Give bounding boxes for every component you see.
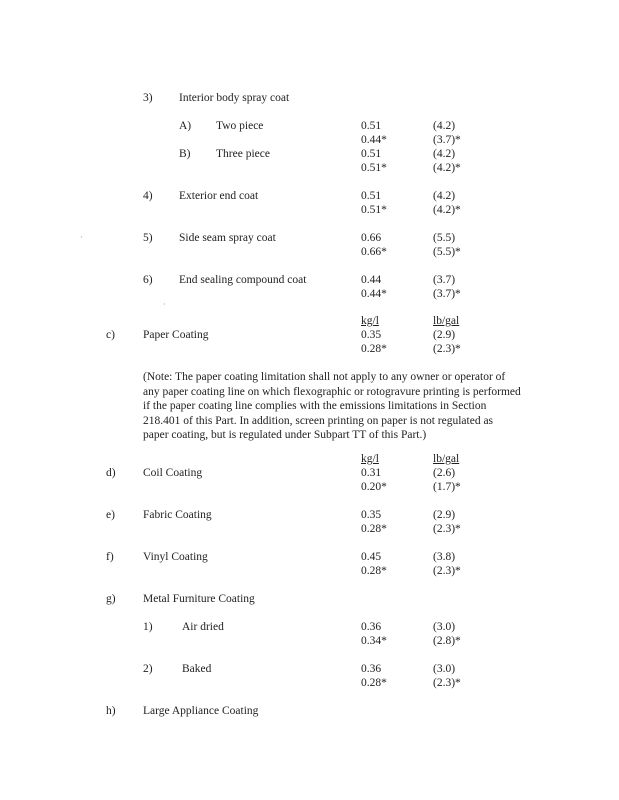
unit-header-kg: kg/l	[361, 315, 379, 327]
note-line: paper coating, but is regulated under Subpart TT of this Part.)	[143, 429, 427, 441]
note-line: (Note: The paper coating limitation shall not apply to any owner or operator of	[143, 371, 506, 383]
section-d-kg-value: 0.31	[361, 467, 382, 479]
paper-coating-note	[143, 370, 543, 443]
item-3A-kg-value: 0.51	[361, 120, 382, 132]
item-4-number: 4)	[143, 190, 153, 202]
section-f-label: Vinyl Coating	[143, 551, 208, 563]
section-g-1-number: 1)	[143, 621, 153, 633]
item-3B-label: Three piece	[216, 148, 270, 160]
section-g-1-kg-value: 0.36	[361, 621, 382, 633]
section-e-kg-value-star: 0.28*	[361, 523, 387, 535]
section-f-lb-value: (3.8)	[433, 551, 456, 563]
section-g-2-kg-value: 0.36	[361, 663, 382, 675]
section-g-1-lb-value: (3.0)	[433, 621, 456, 633]
section-f-letter: f)	[106, 551, 114, 563]
item-4-kg-value-star: 0.51*	[361, 204, 387, 216]
note-line: if the paper coating line complies with the emissions limitations in Section	[143, 400, 487, 412]
section-c-label: Paper Coating	[143, 329, 209, 341]
item-6-lb-value-star: (3.7)*	[433, 288, 461, 300]
item-6-kg-value-star: 0.44*	[361, 288, 387, 300]
item-4-label: Exterior end coat	[179, 190, 259, 202]
section-f-kg-value: 0.45	[361, 551, 382, 563]
item-3A-lb-value: (4.2)	[433, 120, 456, 132]
section-c-lb-value-star: (2.3)*	[433, 343, 461, 355]
section-g-2-label: Baked	[182, 663, 212, 675]
section-c-kg-value: 0.35	[361, 329, 382, 341]
item-5-number: 5)	[143, 232, 153, 244]
item-4-lb-value-star: (4.2)*	[433, 204, 461, 216]
item-3-number: 3)	[143, 92, 153, 104]
section-e-letter: e)	[106, 509, 115, 521]
section-c-lb-value: (2.9)	[433, 329, 456, 341]
section-h-label: Large Appliance Coating	[143, 705, 259, 717]
section-e-kg-value: 0.35	[361, 509, 382, 521]
item-5-lb-value: (5.5)	[433, 232, 456, 244]
item-4-lb-value: (4.2)	[433, 190, 456, 202]
section-g-2-lb-value-star: (2.3)*	[433, 677, 461, 689]
item-5-label: Side seam spray coat	[179, 232, 276, 244]
section-d-lb-value-star: (1.7)*	[433, 481, 461, 493]
item-3B-lb-value: (4.2)	[433, 148, 456, 160]
section-g-label: Metal Furniture Coating	[143, 593, 255, 605]
item-3A-letter: A)	[179, 120, 192, 132]
item-3A-lb-value-star: (3.7)*	[433, 134, 461, 146]
section-e-label: Fabric Coating	[143, 509, 212, 521]
section-g-1-lb-value-star: (2.8)*	[433, 635, 461, 647]
section-f-lb-value-star: (2.3)*	[433, 565, 461, 577]
section-g-2-lb-value: (3.0)	[433, 663, 456, 675]
section-g-2-kg-value-star: 0.28*	[361, 677, 387, 689]
section-h-letter: h)	[106, 705, 116, 717]
item-3-label: Interior body spray coat	[179, 92, 290, 104]
item-4-kg-value: 0.51	[361, 190, 382, 202]
section-e-lb-value-star: (2.3)*	[433, 523, 461, 535]
section-g-letter: g)	[106, 593, 116, 605]
section-d-lb-value: (2.6)	[433, 467, 456, 479]
item-5-kg-value: 0.66	[361, 232, 382, 244]
unit-header-lb: lb/gal	[433, 315, 460, 327]
unit-header-kg: kg/l	[361, 453, 379, 465]
scan-speck: ·	[80, 233, 83, 242]
section-f-kg-value-star: 0.28*	[361, 565, 387, 577]
section-g-2-number: 2)	[143, 663, 153, 675]
section-c-kg-value-star: 0.28*	[361, 343, 387, 355]
scan-speck: ·	[163, 300, 166, 309]
section-g-1-label: Air dried	[182, 621, 224, 633]
note-line: any paper coating line on which flexographic or rotogravure printing is performed	[143, 385, 521, 398]
item-3B-lb-value-star: (4.2)*	[433, 162, 461, 174]
section-c-letter: c)	[106, 329, 115, 341]
item-3B-kg-value-star: 0.51*	[361, 162, 387, 174]
item-3B-letter: B)	[179, 148, 191, 160]
section-d-label: Coil Coating	[143, 467, 203, 479]
item-5-lb-value-star: (5.5)*	[433, 246, 461, 258]
item-6-lb-value: (3.7)	[433, 274, 456, 286]
item-6-number: 6)	[143, 274, 153, 286]
item-5-kg-value-star: 0.66*	[361, 246, 387, 258]
item-6-kg-value: 0.44	[361, 274, 382, 286]
item-3A-label: Two piece	[216, 120, 264, 132]
section-e-lb-value: (2.9)	[433, 509, 456, 521]
section-g-1-kg-value-star: 0.34*	[361, 635, 387, 647]
item-3B-kg-value: 0.51	[361, 148, 382, 160]
item-6-label: End sealing compound coat	[179, 274, 307, 286]
unit-header-lb: lb/gal	[433, 453, 460, 465]
section-d-letter: d)	[106, 467, 116, 479]
note-line: 218.401 of this Part. In addition, screen printing on paper is not regulated as	[143, 414, 494, 427]
section-d-kg-value-star: 0.20*	[361, 481, 387, 493]
item-3A-kg-value-star: 0.44*	[361, 134, 387, 146]
